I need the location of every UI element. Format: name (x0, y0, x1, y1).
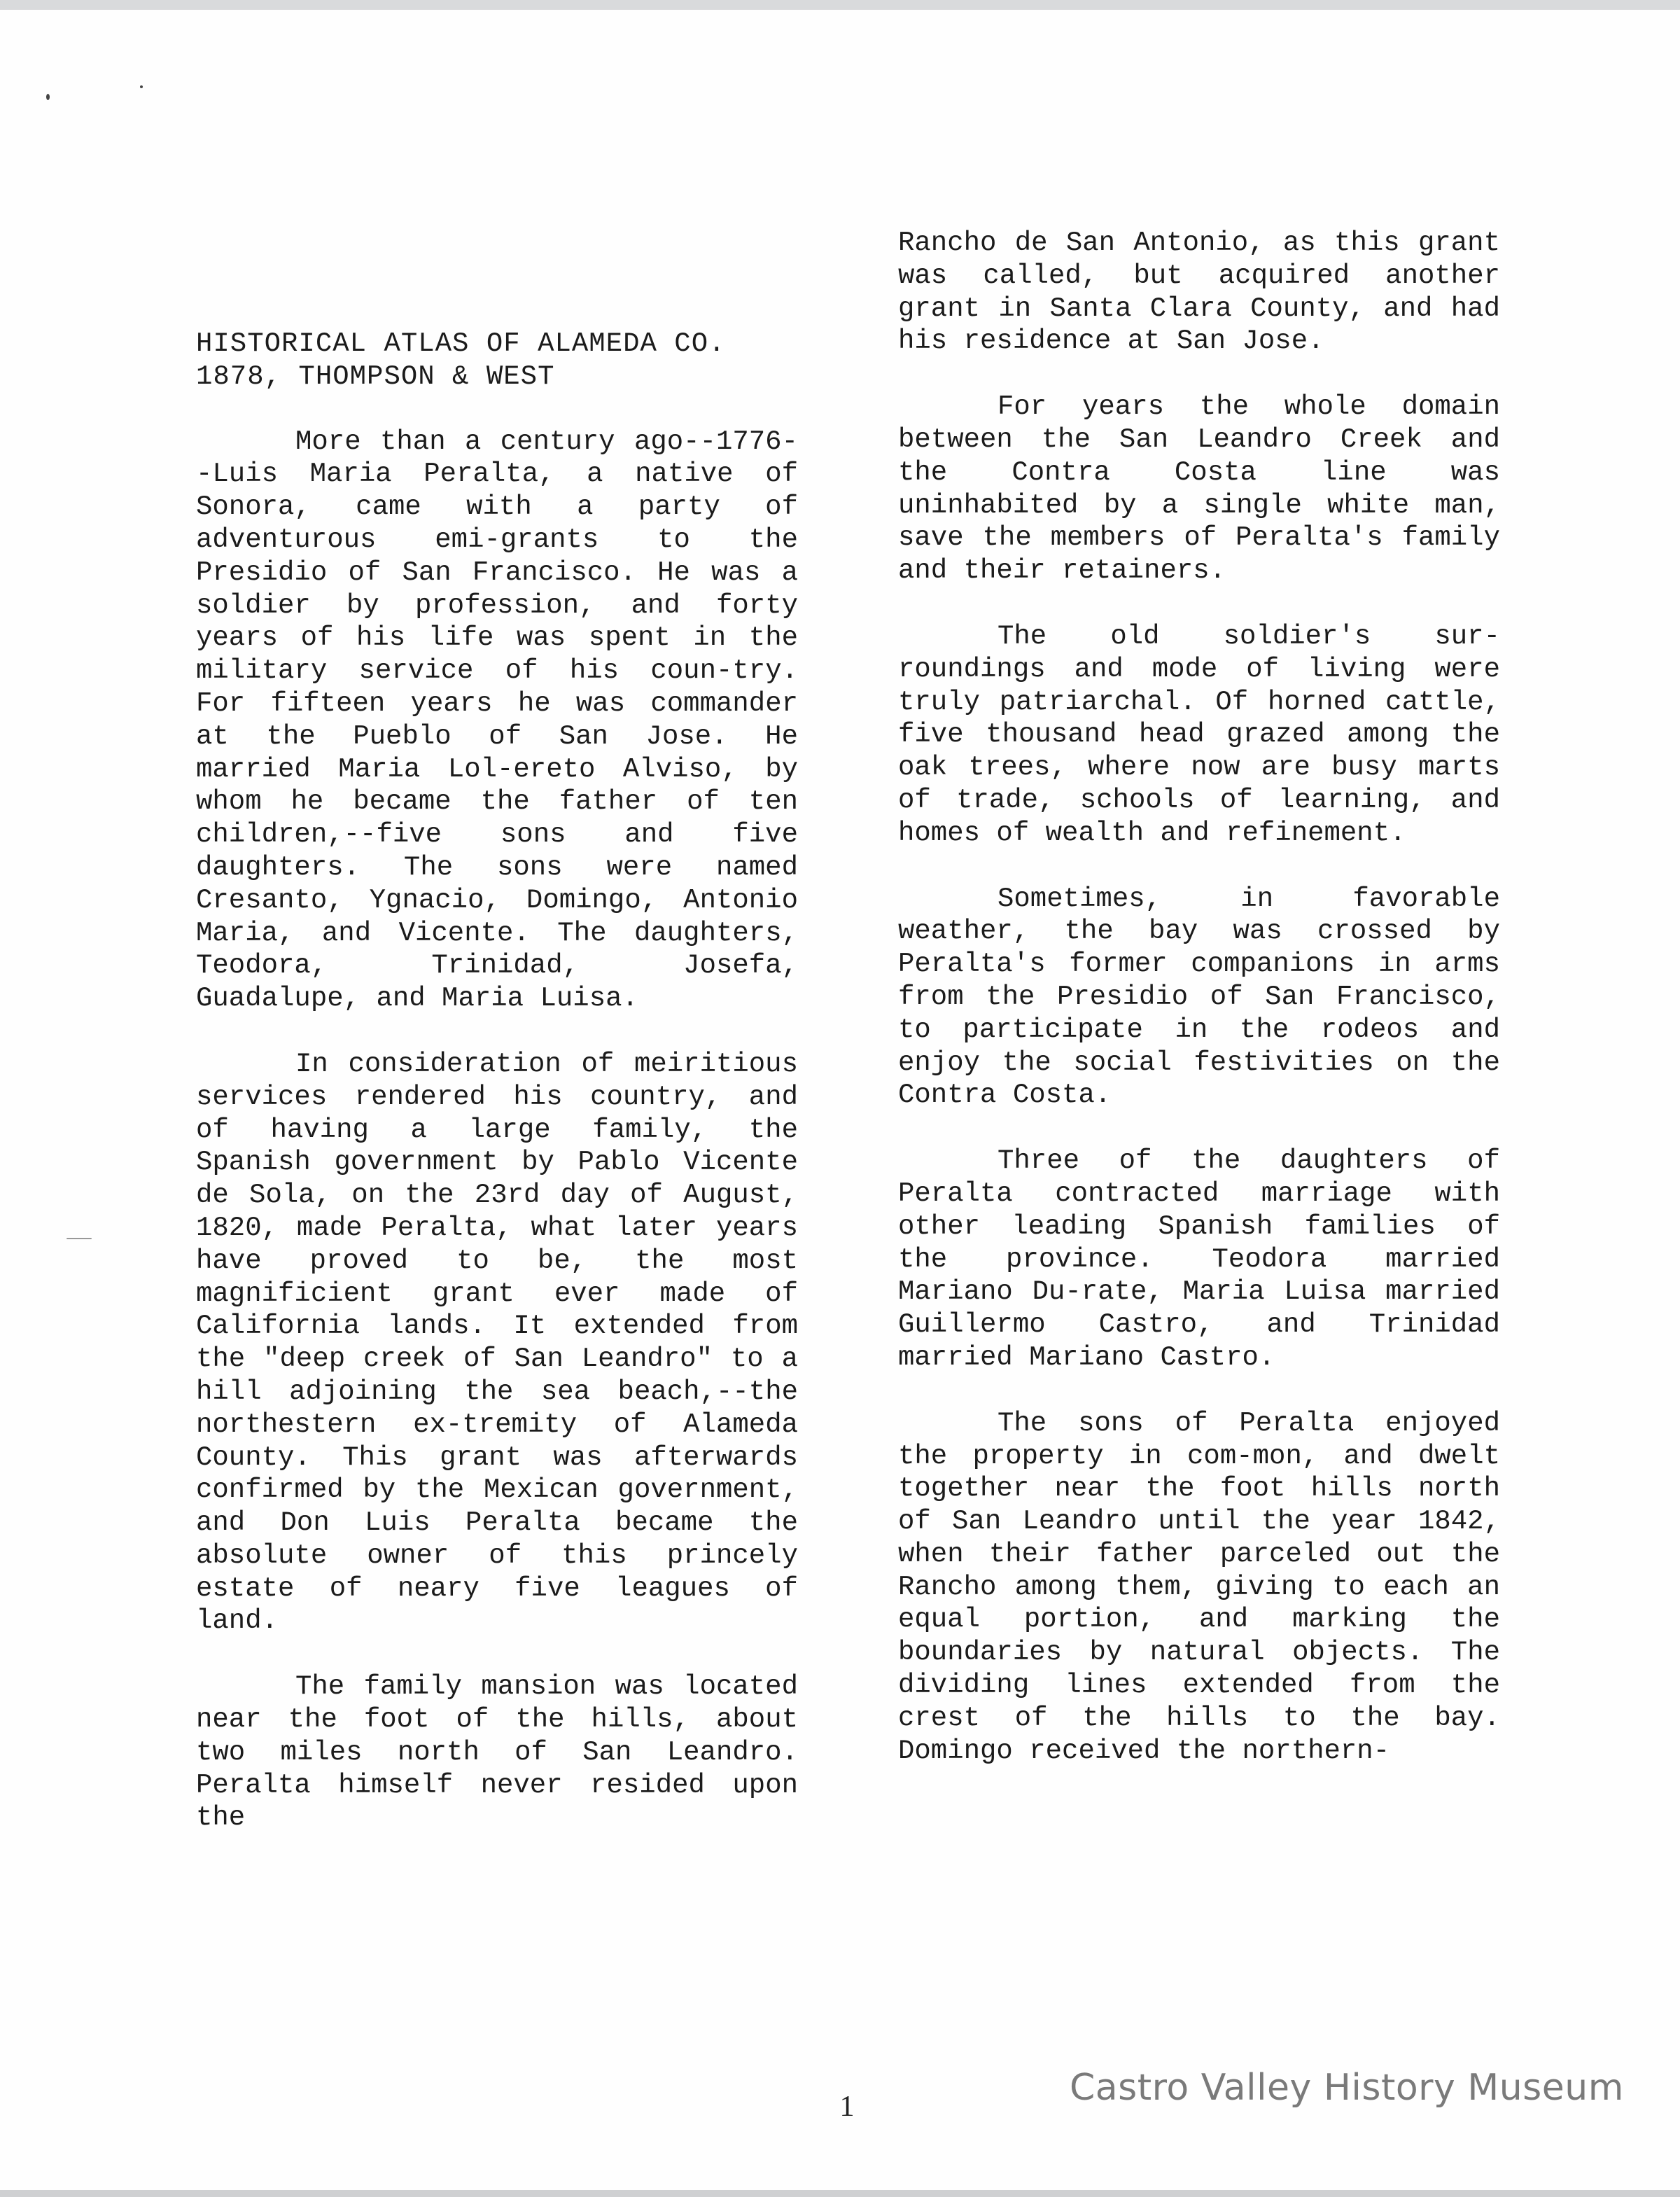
left-column (196, 328, 798, 1834)
paragraph: Rancho de San Antonio, as this grant was called, but acquired another grant in Santa Clara County, and had his residence at San Jose. (898, 228, 1500, 357)
museum-watermark: Castro Valley History Museum (1070, 2067, 1624, 2109)
paragraph: Three of the daughters of Peralta contracted marriage with other leading Spanish families of the province. Teodora married Mariano Du-rate, Maria Luisa married Guillermo Castro, and Trinidad married Mariano Castro. (898, 1145, 1500, 1373)
scan-bottom-edge (0, 2190, 1680, 2197)
paragraph: For years the whole domain between the San Leandro Creek and the Contra Costa line was uninhabited by a single white man, save the members of Peralta's family and their retainers. (898, 391, 1500, 587)
scan-speck (46, 94, 50, 100)
page-number: 1 (839, 2091, 855, 2123)
paragraph: In consideration of meiritious services rendered his country, and of having a large family, the Spanish government by Pablo Vicente de Sola, on the 23rd day of August, 1820, made Peralta, what later years have proved to be, the most magnificient grant ever made of California lands. It extended from the "deep creek of San Leandro" to a hill adjoining the sea beach,--the northestern ex-tremity of Alameda County. This grant was afterwards confirmed by the Mexican government, and Don Luis Peralta became the absolute owner of this princely estate of neary five leagues of land. (196, 1048, 798, 1637)
right-column (898, 227, 1500, 1767)
paragraph: More than a century ago--1776--Luis Maria Peralta, a native of Sonora, came with a party of adventurous emi-grants to the Presidio of San Francisco. He was a soldier by profession, and forty years of his life was spent in the military service of his coun-try. For fifteen years he was commander at the Pueblo of San Jose. He married Maria Lol-ereto Alviso, by whom he became the father of ten children,--five sons and five daughters. The sons were named Cresanto, Ygnacio, Domingo, Antonio Maria, and Vicente. The daughters, Teodora, Trinidad, Josefa, Guadalupe, and Maria Luisa. (196, 426, 798, 1014)
scan-speck (140, 85, 143, 88)
paragraph: The sons of Peralta enjoyed the property in com-mon, and dwelt together near the foot hills north of San Leandro until the year 1842, when their father parceled out the Rancho among them, giving to each an equal portion, and marking the boundaries by natural objects. The dividing lines extended from the crest of the hills to the bay. Domingo received the northern- (898, 1407, 1500, 1766)
paragraph: Sometimes, in favorable weather, the bay was crossed by Peralta's former companions in arms from the Presidio of San Francisco, to participate in the rodeos and enjoy the social festivities on the Contra Costa. (898, 883, 1500, 1111)
scan-speck (66, 1238, 92, 1239)
paragraph: The family mansion was located near the foot of the hills, about two miles north of San Leandro. Peralta himself never resided upon the (196, 1671, 798, 1834)
paragraph: The old soldier's sur-roundings and mode of living were truly patriarchal. Of horned cattle, five thousand head grazed among the oak trees, where now are busy marts of trade, schools of learning, and homes of wealth and refinement. (898, 620, 1500, 849)
scan-top-edge (0, 0, 1680, 10)
document-heading: HISTORICAL ATLAS OF ALAMEDA CO. 1878, THOMPSON & WEST (196, 328, 726, 392)
